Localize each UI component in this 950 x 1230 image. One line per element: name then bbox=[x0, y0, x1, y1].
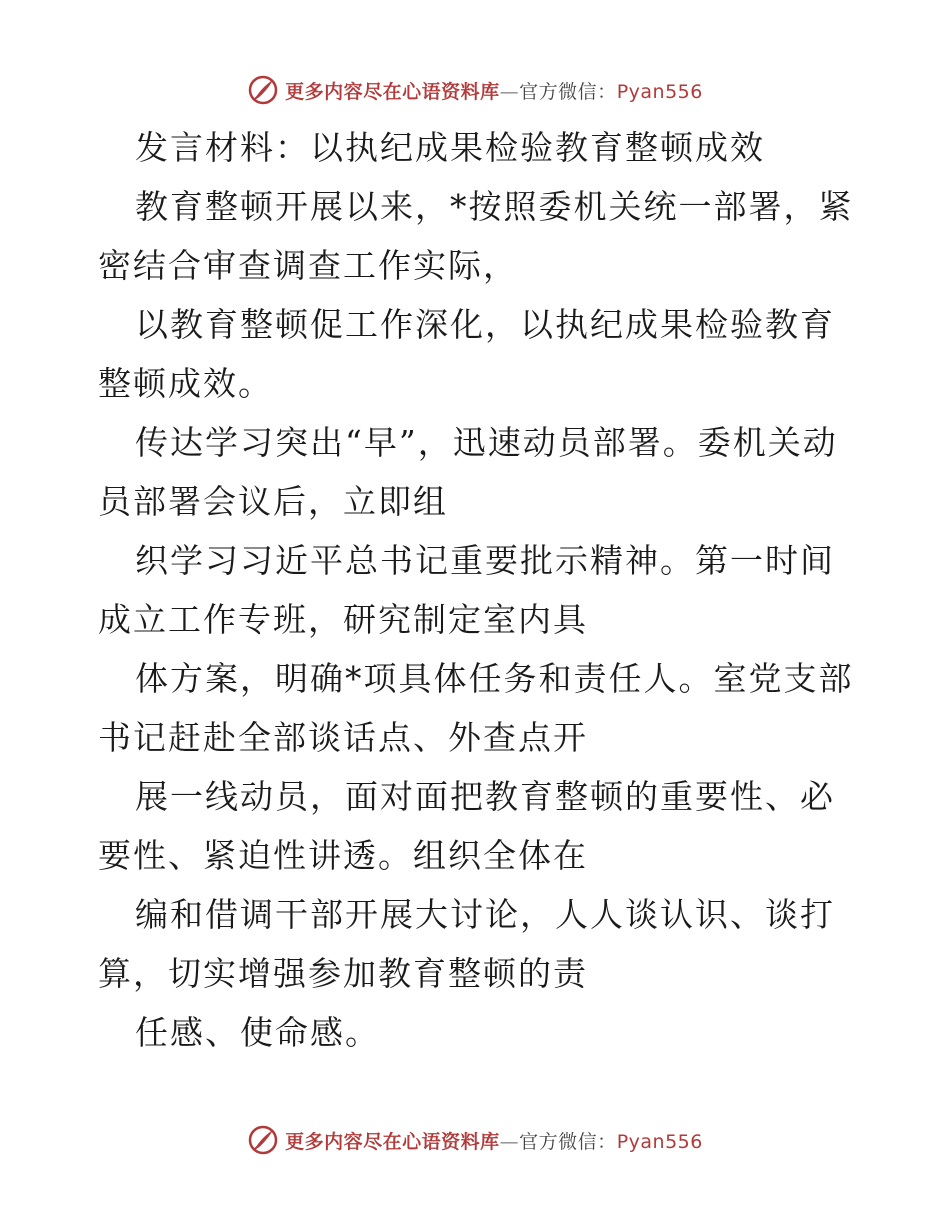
paragraph: 展一线动员，面对面把教育整顿的重要性、必要性、紧迫性讲透。组织全体在 bbox=[98, 777, 835, 875]
paragraph: 编和借调干部开展大讨论，人人谈认识、谈打算，切实增强参加教育整顿的责 bbox=[98, 895, 835, 993]
watermark-sub: 官方微信： bbox=[519, 80, 617, 103]
document-body bbox=[98, 118, 858, 1062]
watermark-footer bbox=[0, 1120, 950, 1160]
watermark-main: 更多内容尽在心语资料库 bbox=[285, 80, 500, 103]
paragraph: 传达学习突出“早”，迅速动员部署。委机关动员部署会议后，立即组 bbox=[98, 423, 838, 521]
watermark-id: Pyan556 bbox=[616, 1130, 703, 1153]
watermark-header bbox=[0, 70, 950, 110]
watermark-text bbox=[285, 77, 703, 104]
watermark-text bbox=[285, 1127, 703, 1154]
paragraph: 以教育整顿促工作深化，以执纪成果检验教育整顿成效。 bbox=[98, 305, 835, 403]
watermark-dash: — bbox=[499, 1130, 520, 1153]
paragraph: 体方案，明确*项具体任务和责任人。室党支部书记赶赴全部谈话点、外查点开 bbox=[98, 659, 854, 757]
watermark-sub: 官方微信： bbox=[519, 1130, 617, 1153]
paragraph: 织学习习近平总书记重要批示精神。第一时间成立工作专班，研究制定室内具 bbox=[98, 541, 835, 639]
watermark-dash: — bbox=[499, 80, 520, 103]
paragraph: 教育整顿开展以来，*按照委机关统一部署，紧密结合审查调查工作实际， bbox=[98, 187, 854, 285]
watermark-id: Pyan556 bbox=[616, 80, 703, 103]
document-title: 发言材料：以执纪成果检验教育整顿成效 bbox=[135, 128, 765, 167]
paragraph: 任感、使命感。 bbox=[135, 1013, 380, 1052]
quill-circle-logo bbox=[247, 1124, 279, 1156]
watermark-main: 更多内容尽在心语资料库 bbox=[285, 1130, 500, 1153]
quill-circle-logo bbox=[247, 74, 279, 106]
